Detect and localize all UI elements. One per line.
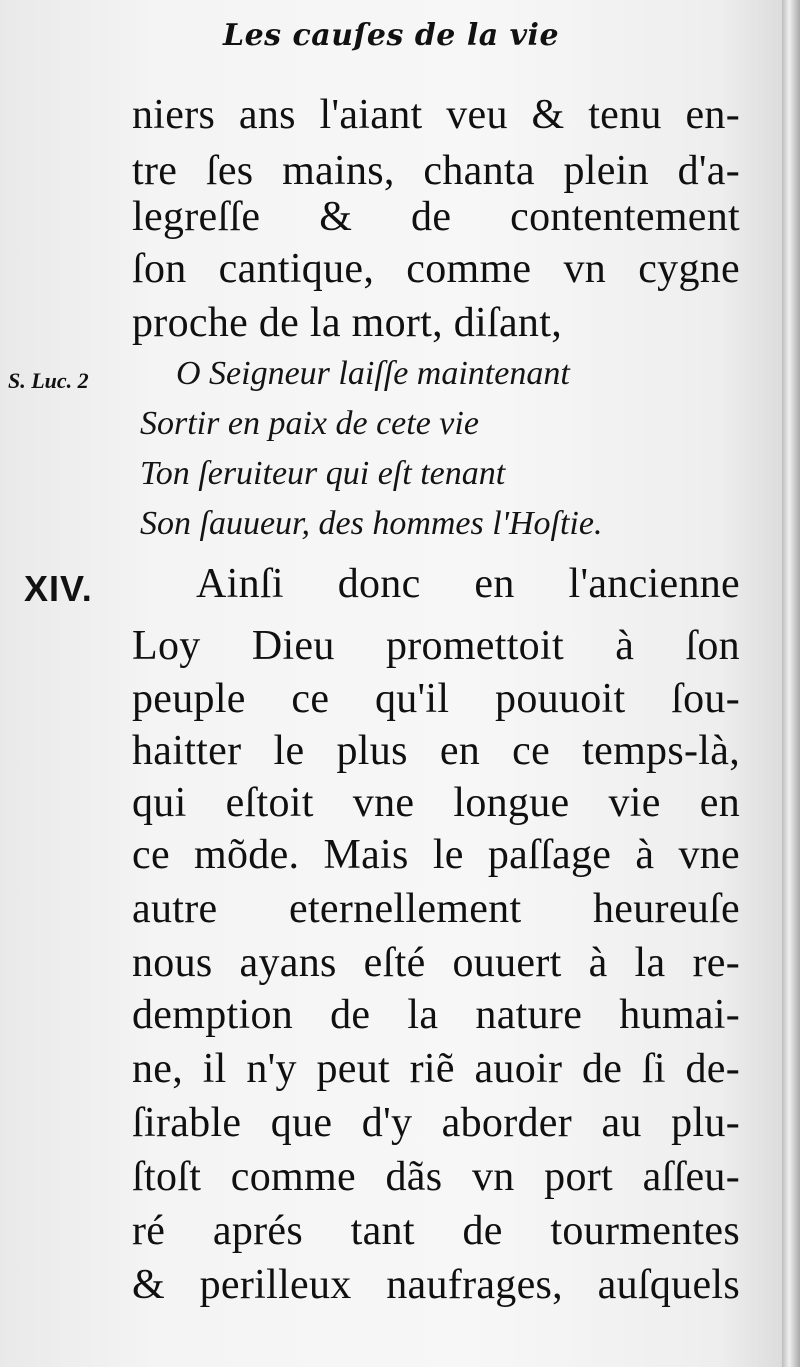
text-line: legreſſe & de contentement bbox=[132, 194, 740, 240]
verse-line: O Seigneur laiſſe maintenant bbox=[176, 355, 570, 392]
verse-line: Son ſauueur, des hommes l'Hoſtie. bbox=[140, 505, 603, 542]
text-line: qui eſtoit vne longue vie en bbox=[132, 780, 740, 826]
text-line: ſon cantique, comme vn cygne bbox=[132, 246, 740, 292]
text-line: nous ayans eſté ouuert à la re- bbox=[132, 940, 740, 986]
text-line: haitter le plus en ce temps-là, bbox=[132, 728, 740, 774]
text-line: niers ans l'aiant veu & tenu en- bbox=[132, 92, 740, 138]
verse-line: Sortir en paix de cete vie bbox=[140, 405, 479, 442]
text-line: ce mõde. Mais le paſſage à vne bbox=[132, 832, 740, 878]
text-line: & perilleux naufrages, auſquels bbox=[132, 1262, 740, 1308]
text-line: ſtoſt comme dãs vn port aſſeu- bbox=[132, 1154, 740, 1200]
page-edge bbox=[782, 0, 800, 1367]
text-line: demption de la nature humai- bbox=[132, 992, 740, 1038]
text-line: ne, il n'y peut riẽ auoir de ſi de- bbox=[132, 1046, 740, 1092]
text-line: ré aprés tant de tourmentes bbox=[132, 1208, 740, 1254]
running-header: Les cauſes de la vie bbox=[222, 18, 560, 53]
section-number: XIV. bbox=[24, 568, 93, 609]
verse-line: Ton ſeruiteur qui eſt tenant bbox=[140, 455, 506, 492]
text-line: autre eternellement heureuſe bbox=[132, 886, 740, 932]
text-line: ſirable que d'y aborder au plu- bbox=[132, 1100, 740, 1146]
text-line: peuple ce qu'il pouuoit ſou- bbox=[132, 676, 740, 722]
text-line: tre ſes mains, chanta plein d'a- bbox=[132, 148, 740, 194]
text-line: Ainſi donc en l'ancienne bbox=[196, 561, 740, 607]
text-line: proche de la mort, diſant, bbox=[132, 300, 562, 346]
margin-reference: S. Luc. 2 bbox=[8, 368, 89, 393]
text-line: Loy Dieu promettoit à ſon bbox=[132, 623, 740, 669]
